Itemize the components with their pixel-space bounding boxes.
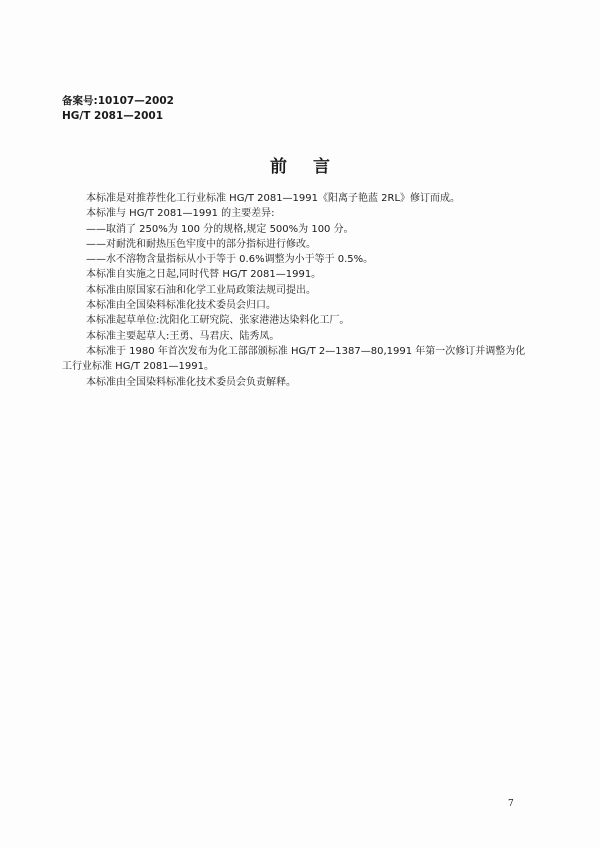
paragraph: ——水不溶物含量指标从小于等于 0.6%调整为小于等于 0.5%。 <box>86 254 374 266</box>
paragraph: ——取消了 250%为 100 分的规格,规定 500%为 100 分。 <box>86 223 354 235</box>
standard-number: HG/T 2081—2001 <box>62 110 164 122</box>
paragraph: 本标准起草单位:沈阳化工研究院、张家港港达染料化工厂。 <box>86 315 350 327</box>
page-title: 前言 <box>270 157 356 177</box>
page-number: 7 <box>508 799 514 809</box>
document-header <box>62 94 174 124</box>
paragraph: 本标准主要起草人:王勇、马君庆、陆秀凤。 <box>86 330 280 342</box>
paragraph: 本标准由全国染料标准化技术委员会负责解释。 <box>86 376 296 388</box>
paragraph: 本标准于 1980 年首次发布为化工部部颁标准 HG/T 2—1387—80,1991 年第一次修订并调整为化 <box>86 345 526 357</box>
paragraph: ——对耐洗和耐热压色牢度中的部分指标进行修改。 <box>86 238 316 250</box>
foreword-body <box>62 191 536 390</box>
paragraph: 本标准由全国染料标准化技术委员会归口。 <box>86 300 276 312</box>
paragraph-continuation: 工行业标准 HG/T 2081—1991。 <box>62 361 215 373</box>
record-number: 备案号:10107—2002 <box>62 95 174 107</box>
paragraph: 本标准由原国家石油和化学工业局政策法规司提出。 <box>86 284 316 296</box>
paragraph: 本标准是对推荐性化工行业标准 HG/T 2081—1991《阳离子艳蓝 2RL》修订而成。 <box>86 193 461 204</box>
paragraph: 本标准自实施之日起,同时代替 HG/T 2081—1991。 <box>86 269 322 281</box>
paragraph: 本标准与 HG/T 2081—1991 的主要差异: <box>86 208 275 220</box>
